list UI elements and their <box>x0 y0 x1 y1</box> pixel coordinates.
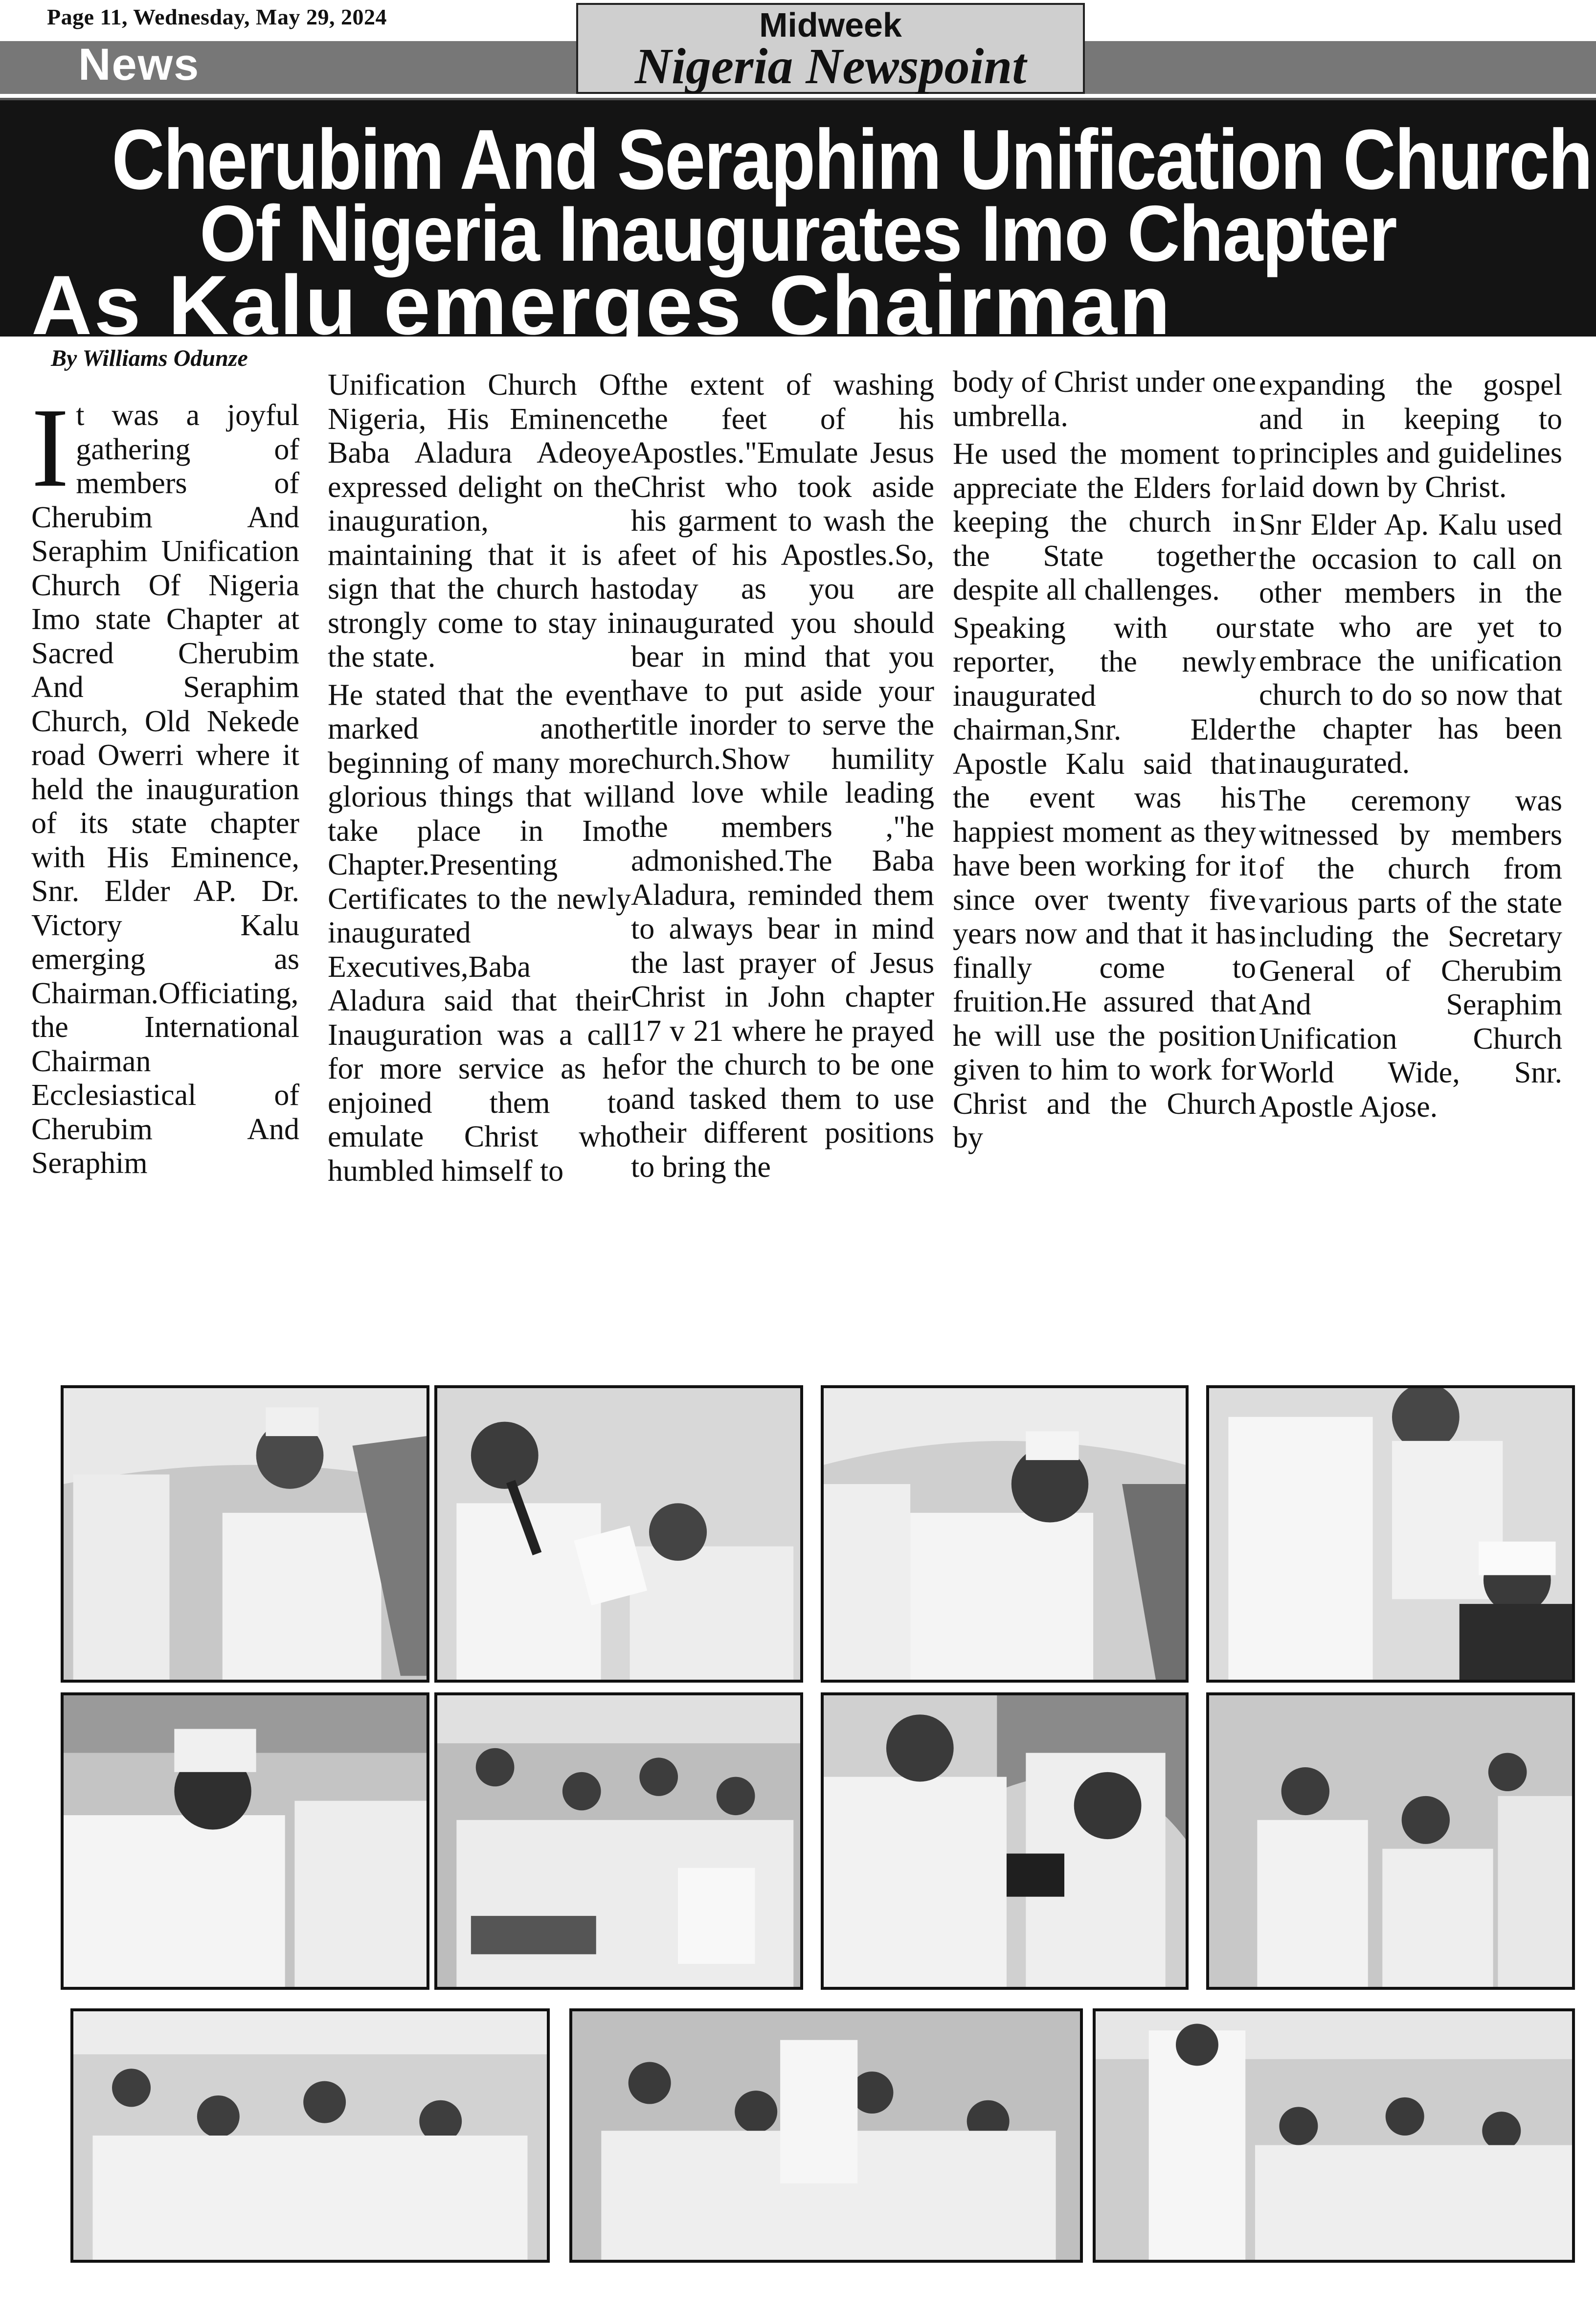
masthead-edition: Midweek <box>759 6 902 44</box>
photo-photographer-crowd <box>1093 2008 1575 2263</box>
column-2-paragraph-2: He stated that the event marked another beginning of many more glorious things that will take place in Imo Chapter.Presenting Certificates to the newly inaugurated Executives,Baba Aladura said that their Inauguration was a call for more service as he enjoined them to emulate Christ who humbled himself to <box>328 678 631 1188</box>
column-1-text: t was a joyful gathering of members of Cherubim And Seraphim Unification Church Of Nigeria Imo state Chapter at Sacred Cherubim And Seraphim Church, Old Nekede road Owerri where it held the inauguration of its state chapter with His Eminence, Snr. Elder AP. Dr. Victory Kalu emerging as Chairman.Officiating, the International Chairman Ecclesiastical of Cherubim And Seraphim <box>31 399 299 1180</box>
photo-image <box>824 1388 1186 1680</box>
masthead-title: Nigeria Newspoint <box>634 38 1027 94</box>
column-5-paragraph-3: The ceremony was witnessed by members of the church from various parts of the state including the Secretary General of Cherubim And Seraphim Unification Church World Wide, Snr. Apostle Ajose. <box>1259 784 1562 1124</box>
photo-image <box>64 1695 427 1987</box>
article-column-2 <box>328 368 631 1192</box>
column-1-paragraph <box>31 385 299 1181</box>
column-4-paragraph-3: Speaking with our reporter, the newly inaugurated chairman,Snr. Elder Apostle Kalu said that the event was his happiest moment as they have been working for it since over twenty five years now and that it has finally come to fruition.He assured that he will use the position given to him to work for Christ and the Church by <box>953 611 1256 1154</box>
photo-certificate-presentation <box>1206 1385 1575 1683</box>
article-column-1 <box>31 345 299 1185</box>
article-column-5 <box>1259 368 1562 1128</box>
photo-women-congregation <box>70 2008 550 2263</box>
headline-line-3: As Kalu emerges Chairman <box>31 258 1172 352</box>
photo-clergyman-speaking <box>61 1385 429 1683</box>
column-5-paragraph-1: expanding the gospel and in keeping to principles and guidelines laid down by Christ. <box>1259 368 1562 504</box>
headline-line-2: Of Nigeria Inaugurates Imo Chapter <box>200 189 1396 278</box>
headline-block <box>0 98 1596 352</box>
photo-handshake-camera <box>821 1692 1189 1990</box>
photo-image <box>437 1695 800 1987</box>
photo-image <box>824 1695 1186 1987</box>
byline: By Williams Odunze <box>51 345 248 371</box>
photo-image <box>437 1388 800 1680</box>
photo-image <box>73 2011 547 2260</box>
photo-members-seated <box>569 2008 1083 2263</box>
column-5-paragraph-2: Snr Elder Ap. Kalu used the occasion to call on other members in the state who are yet to embrace the unification church to do so now that the chapter has been inaugurated. <box>1259 508 1562 780</box>
photo-image <box>1096 2011 1572 2260</box>
photo-image <box>1209 1695 1572 1987</box>
photo-image <box>1209 1388 1572 1680</box>
column-4-paragraph-1: body of Christ under one umbrella. <box>953 365 1256 433</box>
column-4-paragraph-2: He used the moment to appreciate the Elders for keeping the church in the State together despite all challenges. <box>953 437 1256 607</box>
article-column-4 <box>953 365 1256 1159</box>
drop-cap: I <box>31 385 69 511</box>
page-header <box>0 0 1596 98</box>
photo-speaker-microphone <box>434 1385 803 1683</box>
photo-image <box>64 1388 427 1680</box>
photo-chairman-address <box>821 1385 1189 1683</box>
headline-line-1: Cherubim And Seraphim Unification Church <box>112 112 1592 207</box>
column-3-paragraph: the extent of washing the feet of his Apostles."Emulate Jesus Christ who took aside his garment to wash the feet of his Apostles.So, today as you are inaugurated you should bear in mind that you have to put aside your title inorder to serve the church.Show humility and love while leading the members ,"he admonished.The Baba Aladura, reminded them to always bear in mind the last prayer of Jesus Christ in John chapter 17 v 21 where he prayed for the church to be one and tasked them to use their different positions to bring the <box>631 368 934 1184</box>
masthead <box>576 3 1085 94</box>
photo-seated-congregants <box>1206 1692 1575 1990</box>
photo-image <box>572 2011 1080 2260</box>
photo-congregation-gathering <box>434 1692 803 1990</box>
photo-chairman-portrait <box>61 1692 429 1990</box>
dateline: Page 11, Wednesday, May 29, 2024 <box>47 4 387 29</box>
article-column-3 <box>631 368 934 1188</box>
column-2-paragraph-1: Unification Church Of Nigeria, His Eminence Baba Aladura Adeoye expressed delight on the inauguration, maintaining that it is a sign that the church has strongly come to stay in the state. <box>328 368 631 674</box>
section-label: News <box>78 40 200 90</box>
article-body <box>31 345 1572 1357</box>
